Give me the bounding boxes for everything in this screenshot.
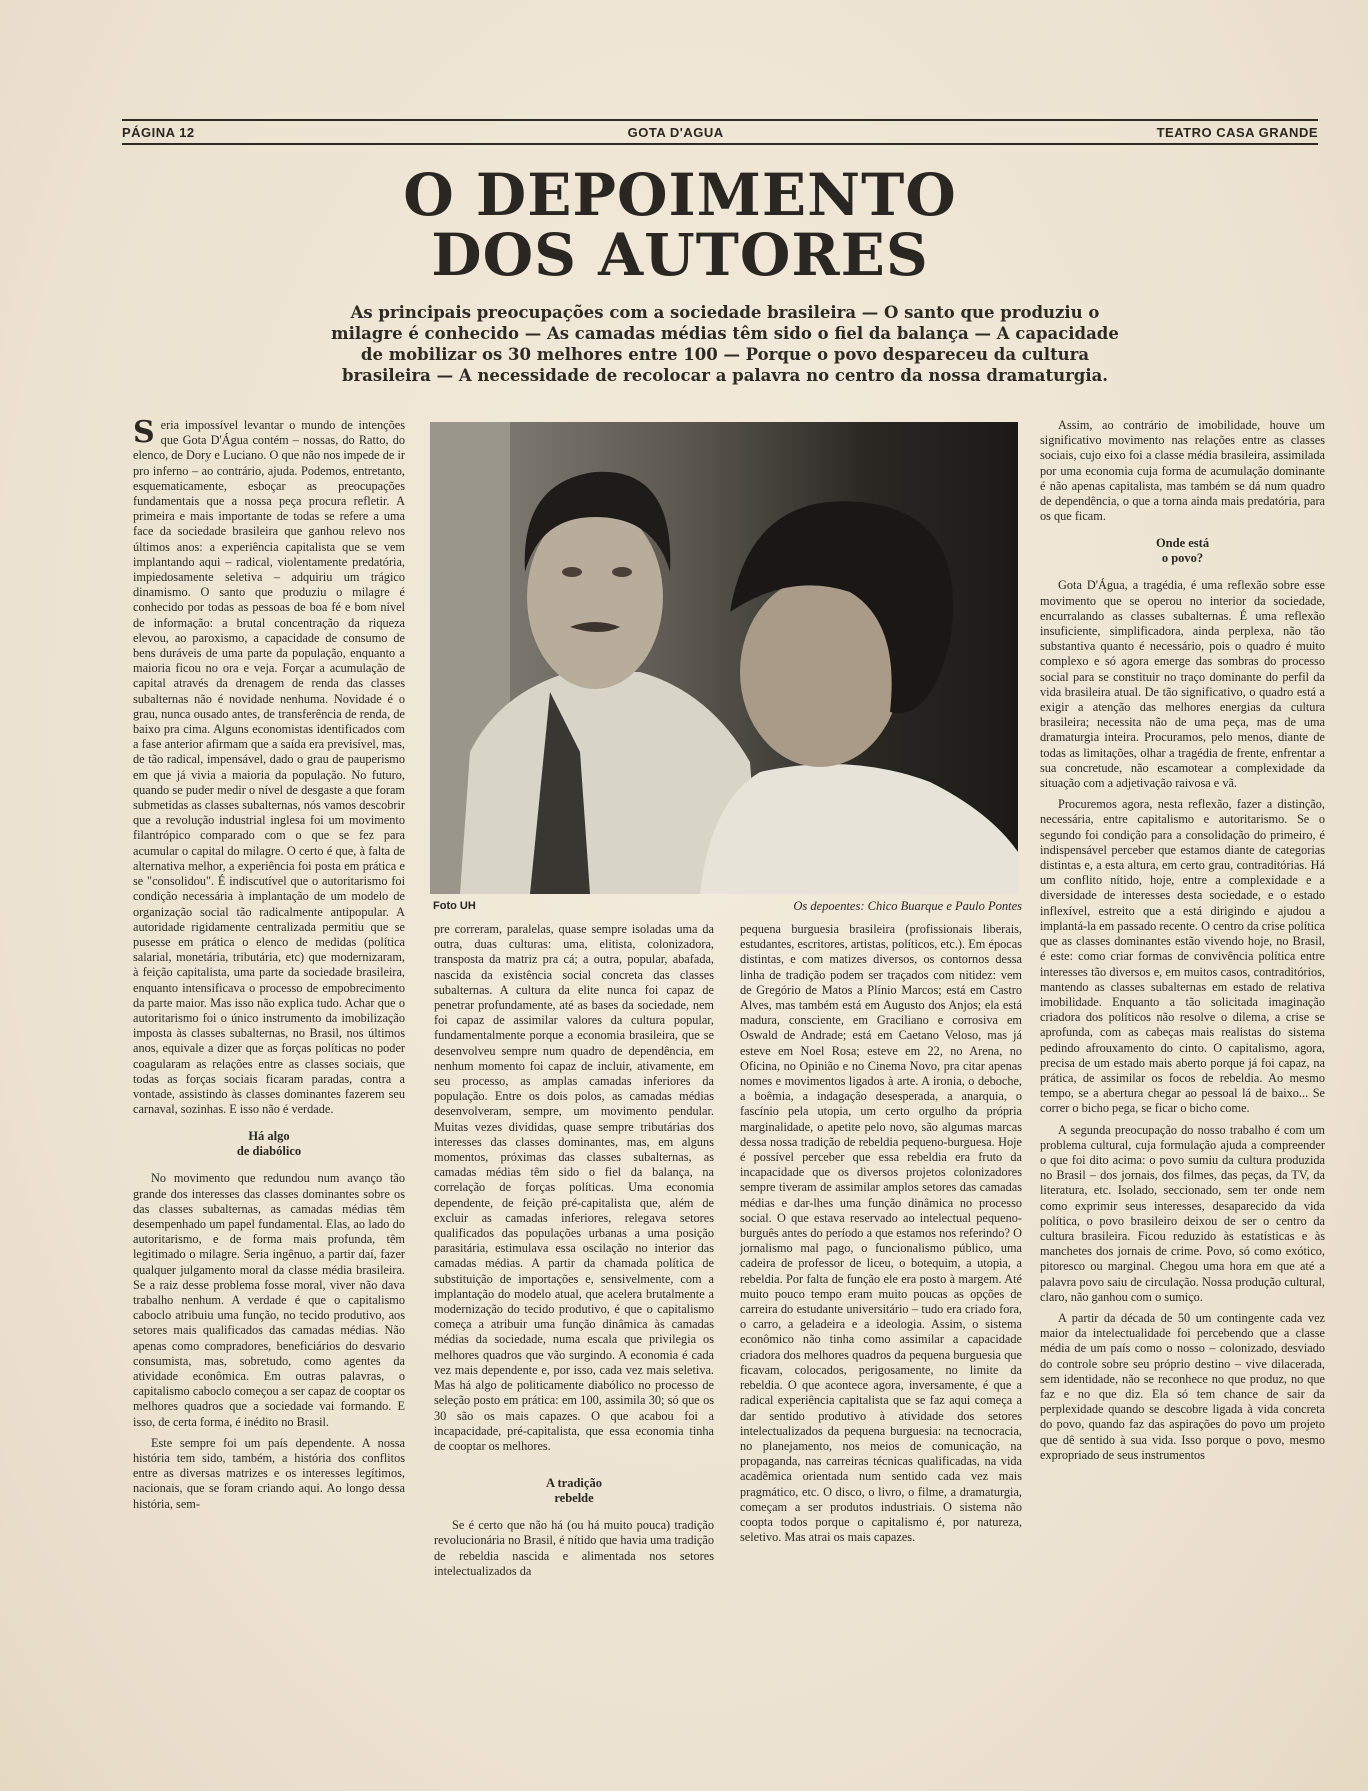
paragraph: Procuremos agora, nesta reflexão, fazer a distinção, necessária, entre capitalismo e autoritarismo. Se o segundo foi condição para a consolidação do primeiro, é indispensável perceber que estamos diante de categorias distintas e, a esta altura, em certo grau, contraditórias. Há um conflito nítido, hoje, entre a complexidade e a diversidade de interesses desta sociedade, e o estado inflexível, estreito que a está dirigindo e ajudou a implantá-la em passado recente. O centro da crise política que as classes dominantes estão vivendo hoje, no Brasil, é este: como criar formas de convivência política entre interesses tão diversos e, em muitos casos, contraditórios, mantendo as classes subalternas em estado de relativa imobilidade. Enquanto a tão solicitada imaginação criadora dos políticos não resolve o dilema, a crise se aprofunda, com as cabeças mais realistas do sistema pedindo afrouxamento do cinto. O capitalismo, agora, precisa de um estado mais aberto porque já foi capaz, na prática, de assimilar os focos de rebeldia. Ao mesmo tempo, se a abertura chegar ao pessoal lá de baixo... Se correr o bicho pega, se ficar o bicho come. bbox=[1040, 797, 1325, 1116]
article-column-3 bbox=[740, 922, 1022, 1551]
article-column-1 bbox=[133, 415, 405, 1518]
heading-line: rebelde bbox=[554, 1491, 594, 1506]
photo-illustration bbox=[430, 422, 1018, 894]
paragraph: Gota D'Água, a tragédia, é uma reflexão sobre esse movimento que se operou no interior da sociedade, encurralando as classes subalternas. É uma reflexão insuficiente, simplificadora, ainda perplexa, não tão substantiva quanto é necessário, pois o quadro é muito complexo e só agora emerge das sombras do processo social para se constituir no traço dominante do perfil da vida brasileira atual. De tão significativo, o quadro está a exigir a atenção das melhores energias da cultura brasileira; necessita não de uma peça, mas de uma dramaturgia inteira. Procuramos, pelo menos, diante de todas as limitações, olhar a tragédia de frente, enfrentar a sua concretude, não escamotear a complexidade da situação com a adjetivação raivosa e vã. bbox=[1040, 578, 1325, 791]
paragraph-text: eria impossível levantar o mundo de intenções que Gota D'Água contém – nossas, do Ratto, do elenco, de Dory e Luciano. O que não nos impede de ir pro inferno – ao contrário, ajuda. Podemos, entretanto, esquematicamente, esboçar as preocupações fundamentais que a nossa peça procura refletir. A primeira e mais importante de todas se refere a uma face da sociedade brasileira que ganhou relevo nos últimos anos: a experiência capitalista que se vem implantando aqui – radical, violentamente predatória, impiedosamente seletiva – adquiriu um trágico dinamismo. O santo que produziu o milagre é conhecido por todas as pessoas de boa fé e bom nível de informação: a brutal concentração da riqueza elevou, ao paroxismo, a capacidade de consumo de bens duráveis de uma parte da população, enquanto a maioria ficou no ora e veja. Forçar a acumulação de capital através da drenagem de renda das classes subalternas não é novidade nenhuma. Novidade é o grau, nunca ousado antes, de transferência de renda, de baixo pra cima. Alguns economistas identificados com a fase anterior afirmam que a saída era previsível, mas, de tão radical, impensável, dado o grau de pauperismo em que já vivia a maioria da população. No futuro, quando se puder medir o nível de desgaste a que foram submetidas as classes subalternas, nós vamos descobrir que a revolução industrial inglesa foi um movimento filantrópico comparado com o que se fez para acumular o capital do milagre. O certo é que, à falta de alternativa melhor, a experiência foi posta em prática e se "consolidou". É indiscutível que o autoritarismo foi condição necessária à implantação de um modelo de organização social tão radicalmente antipopular. A autoridade rigidamente centralizada permitiu que se pusesse em prática o elenco de medidas (política salarial, monetária, tributária, etc) que modernizaram, à feição capitalista, uma parte da sociedade brasileira, enquanto intensificava o processo de empobrecimento da parte maior. Mas isso não explica tudo. Achar que o autoritarismo foi o único instrumento da imobilização imposta às classes subalternas, no Brasil, nos últimos anos, equivale a dizer que as forças políticas no poder coagularam as relações entre as classes sociais, que todas as forças sociais ficaram paradas, contra a vontade, assistindo às classes dominantes fazerem seu carnaval, sozinhas. E isso não é verdade. bbox=[133, 418, 405, 1117]
section-heading bbox=[133, 1129, 405, 1159]
photo-caption: Os depoentes: Chico Buarque e Paulo Pontes bbox=[793, 899, 1022, 913]
headline-line-1: O DEPOIMENTO bbox=[403, 161, 957, 229]
heading-line: A tradição bbox=[546, 1476, 602, 1491]
heading-line: o povo? bbox=[1161, 551, 1204, 566]
paragraph: Este sempre foi um país dependente. A nossa história tem sido, também, a história dos conflitos entre as diversas matrizes e os interesses legítimos, nacionais, que se foram criando aqui. Ao longo dessa história, sem- bbox=[133, 1435, 405, 1511]
paragraph bbox=[133, 415, 405, 1117]
deck: As principais preocupações com a sociedade brasileira — O santo que produziu o milagre é conhecido — As camadas médias têm sido o fiel da balança — A capacidade de mobilizar os 30 melhores entre 100 — Porque o povo despareceu da cultura brasileira — A necessidade de recolocar a palavra no centro da nossa dramaturgia. bbox=[331, 303, 1119, 385]
article-column-2 bbox=[434, 922, 714, 1585]
photo-credit: Foto UH bbox=[433, 900, 476, 912]
heading-line: de diabólico bbox=[236, 1144, 302, 1159]
paragraph: A partir da década de 50 um contingente cada vez maior da intelectualidade foi percebendo que a classe média de um país como o nosso – colonizado, desviado do controle sobre seu próprio destino – vive dilacerada, sem identidade, não se reconhece no que produz, no que faz e no que diz. Ela só tem chance de sair da perplexidade quando se descobre ligada à vida concreta do povo, quando faz das aspirações do povo um projeto que dê sentido à sua vida. Isso porque o povo, mesmo expropriado de seus instrumentos bbox=[1040, 1310, 1325, 1462]
paragraph: pequena burguesia brasileira (profissionais liberais, estudantes, escritores, artistas, políticos, etc.). Em épocas distintas, e com matizes diversos, os contornos dessa linha de tradição podem ser traçados com nitidez: vem de Gregório de Matos a Plínio Marcos; está em Castro Alves, mas também está em Augusto dos Anjos; ela está madura, consciente, em Graciliano e corrosiva em Oswald de Andrade; está em Caetano Veloso, mas já esteve em Noel Rosa; esteve em 22, no Arena, no Oficina, no Opinião e no Cinema Novo, pra citar apenas nomes e movimentos ligados à arte. A ironia, o deboche, a boêmia, a indagação desesperada, a anarquia, o fascínio pela utopia, um certo orgulho da própria marginalidade, o apetite pelo novo, são algumas marcas dessa nossa tradição de rebeldia pequeno-burguesa. Hoje é possível perceber que essa rebeldia era fruto da incapacidade que os diversos projetos colonizadores sempre tiveram de assimilar amplos setores das camadas médias e dar-lhes uma função dinâmica no processo social. O que estava reservado ao intelectual pequeno-burguês antes do período a que estamos nos referindo? O jornalismo mal pago, o funcionalismo público, uma cadeira de professor de liceu, o botequim, a utopia, a rebeldia. Por falta de função ele era posto à margem. Até muito pouco tempo eram muito poucas as opções de carreira do estudante universitário – tudo era criado fora, o carro, a geladeira e a ideologia. Assim, o sistema econômico não tinha como assimilar a capacidade criadora dos melhores quadros da pequena burguesia que ficavam, colocados, perigosamente, no limite da rebeldia. O que acontece agora, inversamente, é que a radical experiência capitalista que se faz aqui começa a dar sentido produtivo à atividade dos setores intelectualizados da pequena burguesia: na tecnocracia, no planejamento, nos meios de comunicação, na propaganda, nas carreiras técnicas qualificadas, na vida acadêmica orientada num sentido cada vez mais pragmático, etc. O disco, o livro, o filme, a dramaturgia, começam a ser produtos industriais. O sistema não coopta todos porque o capitalismo é, por natureza, seletivo. Mas atrai os mais capazes. bbox=[740, 922, 1022, 1545]
paragraph: A segunda preocupação do nosso trabalho é com um problema cultural, cuja formulação ajuda a compreender o que foi dito acima: o povo sumiu da cultura produzida no Brasil – dos jornais, dos filmes, das peças, da TV, da literatura, etc. Isolado, seccionado, sem ter onde nem como exprimir seus interesses, desaparecido da vida política, o povo brasileiro deixou de ser o centro da cultura brasileira. Ficou reduzido às estatísticas e às manchetes dos jornais de crime. Povo, só como exótico, pitoresco ou marginal. Chegou uma hora em que até a palavra povo saiu de circulação. Nossa produção cultural, claro, não ganhou com o sumiço. bbox=[1040, 1122, 1325, 1304]
headline-line-2: DOS AUTORES bbox=[431, 221, 929, 289]
paragraph: Se é certo que não há (ou há muito pouca) tradição revolucionária no Brasil, é nítido que havia uma tradição de rebeldia nascida e alimentada nos setores intelectualizados da bbox=[434, 1518, 714, 1578]
page-number: PÁGINA 12 bbox=[122, 124, 195, 140]
paragraph: Assim, ao contrário de imobilidade, houve um significativo movimento nas relações entre as classes sociais, cujo eixo foi a classe média brasileira, assimilada por uma economia cuja forma de acumulação dominante é não apenas capitalista, mas também se dá num quadro de dependência, o que a torna ainda mais predatória, para os que ficam. bbox=[1040, 418, 1325, 524]
section-heading bbox=[1040, 536, 1325, 566]
drop-cap: S bbox=[133, 415, 155, 450]
paragraph: No movimento que redundou num avanço tão grande dos interesses das classes dominantes sobre os das classes subalternas, as camadas médias têm desempenhado um papel fundamental. Elas, ao lado do autoritarismo, e de forma mais profunda, têm legitimado o milagre. Seria ingênuo, a partir daí, fazer qualquer julgamento moral da classe média brasileira. Se a raiz desse problema fosse moral, viver não dava trabalho nenhum. A verdade é que o capitalismo caboclo atribuiu uma função, no tecido produtivo, aos setores mais qualificados das camadas médias. Não apenas como compradores, beneficiários do desvario consumista, mas, sobretudo, como agentes da atividade econômica. Em outras palavras, o capitalismo caboclo começou a ser capaz de cooptar os melhores quadros que a sociedade vai formando. E isso, de certa forma, é inédito no Brasil. bbox=[133, 1171, 405, 1429]
publication-title: GOTA D'AGUA bbox=[627, 124, 724, 140]
venue-name: TEATRO CASA GRANDE bbox=[1156, 124, 1318, 140]
paragraph: pre correram, paralelas, quase sempre isoladas uma da outra, duas culturas: uma, elitista, colonizadora, transposta da matriz pra cá; a outra, popular, abafada, nascida da existência social concreta das classes subalternas. A cultura da elite nunca foi capaz de penetrar profundamente, até as bases da sociedade, nem foi capaz de assimilar valores da cultura popular, fundamentalmente porque a economia brasileira, que se desenvolveu sempre num quadro de dependência, em nenhum momento foi capaz de incluir, ativamente, em seu processo, as amplas camadas inferiores da população. Entre os dois polos, as camadas médias desenvolveram, sempre, um movimento pendular. Muitas vezes divididas, quase sempre tributárias dos interesses das classes dominantes, mas, em alguns momentos, próximas das classes subalternas, as camadas médias têm sido o fiel da balança, na correlação de forças políticas. Uma economia dependente, de feição pré-capitalista que, além de excluir as camadas inferiores, relegava setores qualificados das populações urbanas a uma posição parasitária, estimulava essa oscilação no interior das camadas médias. A partir da chamada política de substituição de importações e, sensivelmente, com a implantação do modelo atual, que acelera brutalmente a modernização do tecido produtivo, é que o capitalismo começa a atribuir uma função dinâmica às camadas médias da sociedade, numa escala que privilegia os melhores quadros que vão surgindo. A economia é cada vez mais dependente e, por isso, cada vez mais seletiva. Mas há algo de politicamente diabólico no processo de seleção posto em prática: em 100, assimila 30; só que os 30 são os mais capazes. O que acabou foi a incapacidade, pré-capitalista, que essa economia tinha de cooptar os melhores. bbox=[434, 922, 714, 1453]
article-column-4 bbox=[1040, 418, 1325, 1469]
authors-photo bbox=[430, 422, 1018, 894]
headline bbox=[300, 161, 1060, 289]
heading-line: Onde está bbox=[1155, 536, 1210, 551]
heading-line: Há algo bbox=[248, 1129, 290, 1144]
section-heading bbox=[434, 1476, 714, 1506]
page-header bbox=[122, 119, 1318, 145]
